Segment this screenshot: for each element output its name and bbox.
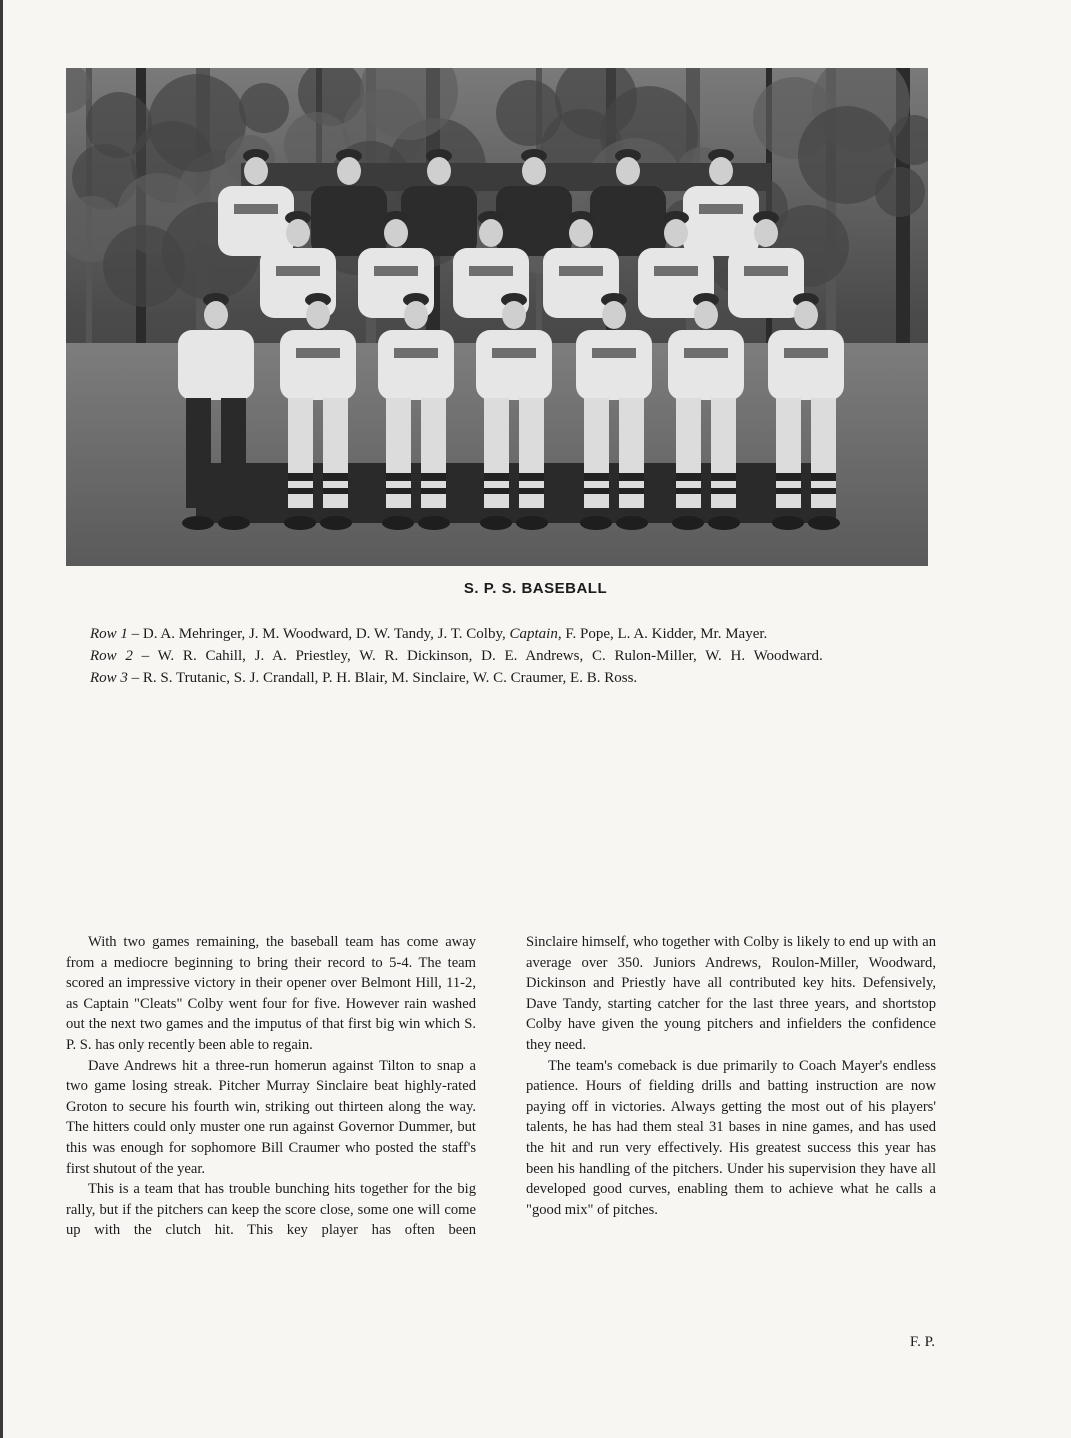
article-paragraph: With two games remaining, the baseball team has come away from a mediocre beginning to bring their record to 5-4. The team scored an impressive victory in their opener over Belmont Hill, 11-2, as Captain "Cleats" Colby went four for five. However rain washed out the next two games and the imputus of that first big win which S. P. S. has only recently been able to regain. (66, 934, 476, 1053)
article-column-right (526, 932, 936, 1220)
page-edge (0, 0, 3, 1438)
caption-row-1: Row 1 – D. A. Mehringer, J. M. Woodward, D. W. Tandy, J. T. Colby, Captain, F. Pope, L. A. Kidder, Mr. Mayer. (90, 626, 768, 642)
article-paragraph: Sinclaire himself, who together with Colby is likely to end up with an average over 350. Juniors Andrews, Roulon-Miller, Woodward, Dickinson and Priestly have all contributed key hits. Defensively, Dave Tandy, starting catcher for the last three years, and shortstop Colby have given the young pitchers and infielders the confidence they need. (526, 934, 936, 1053)
photo-caption (66, 624, 936, 690)
row-names: W. R. Cahill, J. A. Priestley, W. R. Dickinson, D. E. Andrews, C. Rulon-Miller, W. H. Woodward. (157, 648, 823, 664)
row-names: R. S. Trutanic, S. J. Crandall, P. H. Blair, M. Sinclaire, W. C. Craumer, E. B. Ross. (142, 670, 638, 686)
author-signature: F. P. (909, 1334, 935, 1350)
page-title: S. P. S. BASEBALL (463, 580, 608, 597)
row-label: Row 3 (90, 670, 128, 686)
article-paragraph: This is a team that has trouble bunching hits together for the big rally, but if the pitchers can keep the score close, some one will come up with the clutch hit. This key player has often been (66, 1181, 476, 1239)
article-column-left (66, 932, 476, 1241)
article-paragraph: Dave Andrews hit a three-run homerun against Tilton to snap a two game losing streak. Pitcher Murray Sinclaire beat highly-rated Groton to secure his fourth win, striking out thirteen along the way. The hitters could only muster one run against Governor Dummer, but this was enough for sophomore Bill Craumer who posted the staff's first shutout of the year. (66, 1057, 476, 1177)
article-paragraph: The team's comeback is due primarily to Coach Mayer's endless patience. Hours of fielding drills and batting instruction are now paying off in victories. Always getting the most out of his players' talents, he has had them steal 31 bases in nine games, and has used the hit and run very effectively. His greatest success this year has been his handling of the pitchers. Under his supervision they have all developed good curves, enabling them to achieve what he calls a "good mix" of pitches. (526, 1057, 936, 1218)
row-label: Row 1 (90, 626, 128, 642)
caption-row-2: Row 2 – W. R. Cahill, J. A. Priestley, W. R. Dickinson, D. E. Andrews, C. Rulon-Miller, W. H. Woodward. (90, 648, 823, 664)
row-names: D. A. Mehringer, J. M. Woodward, D. W. Tandy, J. T. Colby, (142, 626, 510, 642)
row-label: Row 2 (90, 648, 133, 664)
caption-row-3: Row 3 – R. S. Trutanic, S. J. Crandall, P. H. Blair, M. Sinclaire, W. C. Craumer, E. B. Ross. (90, 670, 638, 686)
team-photo (66, 68, 928, 566)
row-names: F. Pope, L. A. Kidder, Mr. Mayer. (561, 626, 768, 642)
captain-label: Captain, (509, 626, 562, 642)
